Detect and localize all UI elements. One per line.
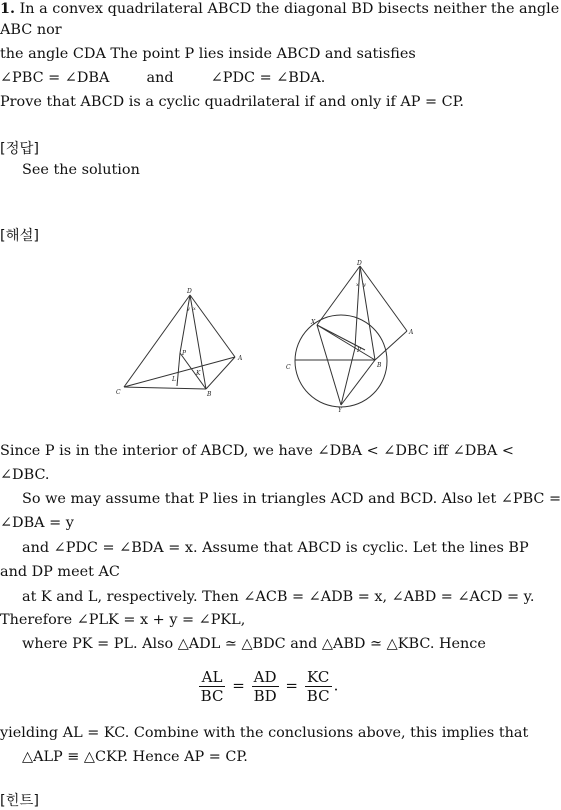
label-x2: x — [356, 282, 359, 288]
problem-line-4 — [0, 69, 325, 87]
label-A2: A — [409, 329, 414, 336]
solution-line-4: ∠DBA = y — [0, 515, 74, 531]
solution-line-7: at K and L, respectively. Then ∠ACB = ∠ADB = x, ∠ABD = ∠ACD = y. — [22, 589, 535, 605]
label-C: C — [116, 389, 121, 396]
condition-2: ∠PDC = ∠BDA. — [210, 70, 326, 86]
problem-line-3: the angle CDA The point P lies inside ABCD and satisfies — [0, 46, 416, 62]
label-A: A — [238, 355, 243, 362]
answer-text: See the solution — [22, 162, 140, 178]
solution-line-6: and DP meet AC — [0, 564, 120, 580]
label-D: D — [187, 288, 192, 295]
problem-line-2: ABC nor — [0, 22, 62, 38]
fraction-1: $\frac{AL}{BC}$ — [200, 668, 224, 705]
solution-line-9: where PK = PL. Also △ADL ≃ △BDC and △ABD ≃ △KBC. Hence — [22, 636, 486, 652]
solution-line-1: Since P is in the interior of ABCD, we have ∠DBA < ∠DBC iff ∠DBA < — [0, 443, 514, 459]
fraction-3: $\frac{KC}{BC}$ — [306, 668, 330, 705]
label-x: x — [193, 306, 196, 312]
problem-text-1: In a convex quadrilateral ABCD the diagonal BD bisects neither the angle — [19, 1, 560, 17]
label-P: P — [182, 350, 187, 357]
label-K: K — [196, 370, 201, 377]
solution-line-11: △ALP ≡ △CKP. Hence AP = CP. — [22, 749, 248, 765]
problem-line-1 — [0, 0, 559, 18]
label-C2: C — [286, 364, 291, 371]
solution-line-10: yielding AL = KC. Combine with the conclusions above, this implies that — [0, 725, 529, 741]
fraction-2: $\frac{AD}{BD}$ — [253, 668, 277, 705]
figure-right — [285, 260, 425, 414]
label-X: X — [311, 319, 316, 326]
label-y2: y — [363, 282, 366, 288]
label-B2: B — [377, 362, 382, 369]
solution-line-8: Therefore ∠PLK = x + y = ∠PKL, — [0, 612, 246, 628]
label-P2: P — [357, 347, 362, 354]
label-D2: D — [357, 260, 362, 267]
solution-line-5: and ∠PDC = ∠BDA = x. Assume that ABCD is cyclic. Let the lines BP — [22, 540, 529, 556]
label-Y: Y — [338, 407, 342, 414]
figure-left — [110, 285, 250, 405]
condition-1: ∠PBC = ∠DBA — [0, 70, 110, 86]
fraction-equation: $\frac{AL}{BC}$ = $\frac{AD}{BD}$ = $\frac{KC}{BC}$ . — [200, 668, 339, 705]
solution-line-2: ∠DBC. — [0, 467, 50, 483]
label-y: y — [187, 306, 190, 312]
hint-header: [힌트] — [0, 793, 40, 809]
label-B: B — [207, 391, 212, 398]
answer-header: [정답] — [0, 141, 40, 157]
problem-line-5: Prove that ABCD is a cyclic quadrilateral if and only if AP = CP. — [0, 94, 464, 110]
solution-header: [해설] — [0, 228, 40, 244]
condition-and: and — [146, 70, 174, 86]
label-L: L — [172, 376, 176, 383]
solution-line-3: So we may assume that P lies in triangles ACD and BCD. Also let ∠PBC = — [22, 491, 561, 507]
problem-number: 1. — [0, 0, 16, 17]
